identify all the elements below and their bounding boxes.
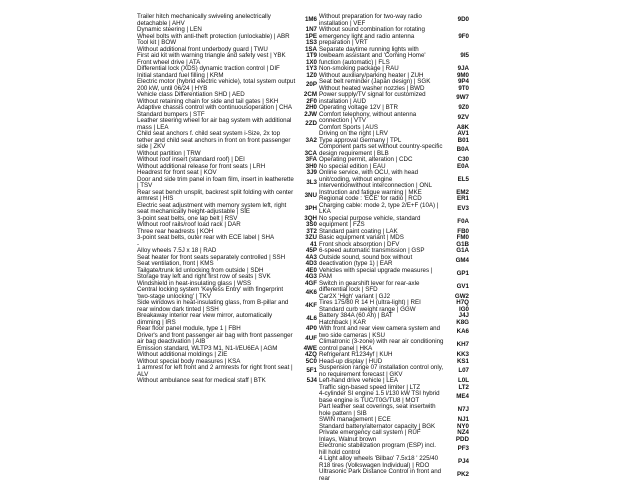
option-description: Regional code : 'ECE' for radio | RCD [319, 195, 422, 202]
option-description: Refrigerant R1234yf | KUH [319, 351, 393, 358]
option-code: 4WE [303, 344, 317, 352]
option-code: 3QH [304, 214, 317, 222]
option-code: F0A [457, 217, 469, 225]
right-option-row [319, 47, 469, 67]
option-code: 9P4 [457, 78, 469, 85]
option-description: 4 Light alloy wheels 'Bilbao' 7.5x18 ' 225/40 R18 tires (Volkswagen Individual) | RDO [319, 455, 439, 469]
right-option-row [319, 281, 469, 294]
option-code: L0L [457, 377, 469, 384]
right-option-row [319, 27, 469, 47]
option-code: 4KF [305, 302, 317, 310]
option-code: G1B [456, 240, 469, 248]
option-description: Emission standard, WLTP3 M1, N1-I/EU6EA | AGM [137, 344, 278, 352]
option-description: Vehicles with special upgrade measures | PAM [319, 266, 433, 280]
option-description: Central locking system 'Keyless Entry' with fingerprint 'two-stage unlocking' | TKV [137, 286, 284, 300]
left-options-column [137, 14, 317, 385]
option-description: Traffic sign-based speed limiter | LTZ [319, 383, 421, 391]
option-description: Outside sound, sound box without deactivation (type 1) | EAR [319, 253, 413, 267]
option-code: 3S0 [305, 221, 317, 228]
option-code: 3T2 [306, 227, 317, 235]
option-code: 3H0 [305, 162, 317, 170]
option-description: Without additional moldings | ZIE [137, 351, 228, 358]
option-code: G1A [456, 247, 469, 254]
option-code: 1Z0 [306, 71, 317, 79]
option-code: LT2 [458, 383, 469, 391]
option-description: Rear floor panel module, type 1 | FBH [137, 325, 241, 332]
option-code: EM2 [456, 188, 469, 196]
option-code: GM4 [455, 256, 469, 264]
right-option-row [319, 469, 469, 482]
option-code: ER1 [456, 195, 469, 202]
option-code: 4G3 [305, 273, 317, 280]
option-code: 3L3 [306, 178, 317, 186]
option-code: B0A [456, 146, 469, 154]
option-code: 4A3 [305, 253, 317, 261]
option-code: 1SA [304, 45, 317, 53]
option-description: 6-speed automatic transmission | GSP [319, 247, 425, 254]
option-code: L07 [458, 367, 469, 375]
option-description: 3-point seat belts, outer rear with ECE label | SHA [137, 234, 275, 241]
option-code: 2ZD [305, 120, 317, 128]
option-code: A8K [456, 123, 469, 131]
option-code: 4L6 [306, 315, 317, 323]
option-description: SWIN management | ECE [319, 416, 391, 423]
option-code: 4K6 [305, 289, 317, 297]
option-code: 9W7 [456, 94, 469, 102]
option-code: 5C0 [305, 357, 317, 365]
option-description: Switch in gearshift lever for rear-axle differential lock | SFD [319, 279, 420, 293]
option-code: 9F0 [458, 32, 469, 40]
option-description: Three rear headrests | KOH [137, 227, 214, 235]
left-option-row [137, 203, 317, 216]
option-description: Battery 384A (60 Ah) | BAT [319, 312, 393, 319]
right-option-row [319, 255, 469, 268]
option-code: ME4 [456, 393, 469, 401]
option-description: Driver's and front passenger air bag with front passenger air bag deactivation | AIB [137, 331, 293, 345]
option-description: Standard bumpers | STF [137, 110, 205, 118]
option-description: Initial standard fuel filling | KRM [137, 71, 224, 79]
option-description: Driving on the right | LRV [319, 130, 388, 137]
option-description: Side windows in heat-insulating glass, from B-pillar and rear window dark tinted | SSH [137, 299, 289, 313]
option-code: 4UF [305, 334, 317, 342]
option-description: Charging cable: mode 2, type 2/E+F (10A) | LKA [319, 201, 439, 215]
option-code: EV3 [457, 204, 469, 212]
option-code: 4ZQ [304, 351, 317, 358]
option-description: Differential lock (XDS) dynamic traction control | DIF [137, 65, 280, 72]
option-code: 45P [305, 247, 317, 254]
option-code: 1Y3 [305, 65, 317, 72]
option-description: Without preparation for two-way radio installation | VEF [319, 13, 422, 27]
option-description: Alloy wheels 7.5J x 18 | RAD [137, 247, 217, 254]
option-description: No special edition | EAU [319, 162, 386, 170]
option-code: KK3 [456, 351, 469, 358]
option-code: C30 [457, 156, 469, 163]
option-description: Non-smoking package | RAU [319, 65, 399, 72]
option-description: Without special body measures | KSA [137, 357, 241, 365]
option-code: H7Q [456, 299, 469, 306]
option-description: Without auxiliary/parking heater | ZUH [319, 71, 424, 79]
option-code: 3PH [304, 204, 317, 212]
option-code: GV1 [456, 282, 469, 290]
option-description: Without additional release for front seats | LRH [137, 162, 266, 170]
option-description: Power supply/TV signal for customized installation | AUD [319, 91, 426, 105]
left-option-row [137, 190, 317, 203]
option-code: KS1 [456, 357, 469, 365]
option-description: Without retaining chain for side and tail gates | SKH [137, 97, 279, 105]
option-description: Left-hand drive vehicle | LEA [319, 377, 398, 384]
option-description: 3-point seat belts, one lap belt | RSV [137, 214, 238, 222]
option-code: B01 [457, 136, 469, 144]
option-description: Hatchback | KAR [319, 318, 367, 326]
option-code: E0A [456, 162, 469, 170]
option-description: Without sound combination for rotating emergency light and radio antenna preparation | VRT [319, 26, 425, 46]
option-description: Component parts set without country-specific design requirement | BLB [319, 143, 443, 157]
option-description: Separate daytime running lights with lowbeam assistant and 'Coming Home' function (automatic) | FLS [319, 45, 426, 66]
option-description: Seat ventilation, front | KMS [137, 260, 214, 267]
option-description: Dynamic steering | LEN [137, 26, 202, 33]
option-description: Seat heater for front seats separately controlled | SSH [137, 253, 286, 261]
option-description: Inlays, Walnut brown [319, 435, 377, 443]
option-description: Comfort Sports | AUS [319, 123, 379, 131]
option-description: Without ambulance seat for medical staff | BTK [137, 377, 266, 384]
left-option-row [137, 378, 317, 385]
left-option-row [137, 333, 317, 346]
option-description: Standard paint coating | LAK [319, 227, 398, 235]
option-code: PJ4 [457, 458, 469, 466]
option-description: Electric motor (hybrid electric vehicle), total system output 200 kW, until 06/24 | HYB [137, 78, 296, 92]
left-option-row [137, 131, 317, 151]
option-code: 4D3 [305, 260, 317, 267]
option-code: FB0 [457, 227, 469, 235]
option-description: Car2X 'High' variant | GJ2 [319, 292, 391, 300]
left-option-row [137, 177, 317, 190]
option-description: Electric seat adjustment with memory system left, right seat mechanically height-adjustable | SIE [137, 201, 287, 215]
option-code: PF3 [457, 445, 469, 453]
option-code: 2JW [304, 110, 317, 118]
option-description: Vehicle class Differentiation SHD | AED [137, 91, 245, 98]
option-description: Without additional front underbody guard | TWU [137, 45, 268, 53]
right-option-row [319, 170, 469, 190]
option-description: Without roof insert (standard roof) | DEI [137, 156, 245, 163]
option-description: Standard curb weight range | GGW [319, 305, 416, 313]
option-description: Electronic stabilization program (ESP) incl. hill hold control [319, 442, 436, 456]
option-code: 3J9 [306, 169, 317, 176]
option-code: 2F0 [306, 97, 317, 105]
option-code: N7J [457, 406, 469, 414]
option-code: GP1 [456, 269, 469, 277]
option-description: Front wheel drive | ATA [137, 58, 201, 66]
option-code: AV1 [457, 130, 469, 137]
option-code: 1M6 [304, 16, 317, 24]
option-code: 2CM [303, 91, 317, 98]
option-description: Headrest for front seat | KOV [137, 169, 217, 176]
option-description: Part leather seat coverings, seat insertwith hole pattern | SIB [319, 403, 436, 417]
option-description: Ultrasonic Park Distance Control in front and rear [319, 468, 442, 482]
option-code: 1N7 [305, 26, 317, 33]
option-code: 3CA [304, 149, 317, 157]
option-code: NY0 [456, 422, 469, 430]
option-description: - [137, 240, 140, 248]
option-description: Adaptive chassis control with continuousoperation | CHA [137, 104, 293, 111]
right-option-row [319, 203, 469, 216]
option-description: Standard battery/alternator capacity | BGK [319, 422, 436, 430]
right-options-column [319, 14, 469, 482]
option-description: Door and side trim panel in foam film, insert in leatherette | TSV [137, 175, 294, 189]
option-code: 4GF [304, 279, 317, 287]
option-code: 9M0 [456, 71, 469, 79]
option-description: Suspension range 07 installation control only, no requirement forecast | GKV [319, 364, 444, 378]
option-description: Comfort telephony, without antenna connection | VTV [319, 110, 417, 124]
right-option-row [319, 268, 469, 281]
option-code: 3FA [305, 156, 317, 163]
option-code: 1T9 [306, 52, 317, 59]
option-code: KA6 [456, 328, 469, 336]
option-code: 9JA [457, 65, 469, 72]
option-code: K8G [456, 318, 469, 326]
option-code: FM0 [456, 234, 469, 241]
option-code: KH7 [456, 341, 469, 349]
option-description: Seat belt reminder (Japan design) | SGK [319, 78, 431, 85]
option-code: 9ZV [457, 113, 469, 121]
option-code: 20P [305, 81, 317, 89]
option-code: 9T0 [458, 84, 469, 92]
option-code: EL5 [457, 175, 469, 183]
option-description: Storage tray left and right first row of seats | SVK [137, 273, 271, 280]
option-description: With front and rear view camera system and two side cameras | KSU [319, 325, 441, 339]
option-description: Tool kit | BOW [137, 39, 177, 46]
option-code: NJ1 [457, 416, 469, 423]
option-description: Rear seat bench unsplit, backrest split folding with center armrest | HIS [137, 188, 294, 202]
option-description: Climatronic (3-zone) with rear air conditioning control panel | HKA [319, 338, 444, 352]
option-code: 9Z0 [458, 104, 469, 111]
option-description: Child seat anchors f. child seat system i-Size, 2x top tether and child seat anchors in front on front passenger side | ZKV [137, 130, 291, 150]
option-code: PK2 [456, 471, 469, 479]
option-description: Private emergency call system | RUF [319, 429, 421, 436]
option-code: 3ZU [305, 234, 317, 241]
option-code: 1PE [305, 32, 317, 40]
option-description: Tailgate/trunk lid unlocking from outside | SDH [137, 266, 264, 274]
option-description: Front shock absorption | DFV [319, 240, 400, 248]
option-code: 5J4 [306, 377, 317, 384]
option-description: Instruction and fatigue warning | MKE [319, 188, 422, 196]
option-description: Wheel bolts with anti-theft protection (unlockable) | ABR [137, 32, 290, 40]
option-code: 4P0 [305, 325, 317, 332]
option-code: J4J [458, 312, 469, 319]
option-code: 1X0 [305, 58, 317, 66]
option-description: Breakaway interior rear view mirror, automatically dimming | IRS [137, 312, 273, 326]
option-code: 2H0 [305, 104, 317, 111]
option-description: First aid kit with warning triangle and safety vest | YBK [137, 52, 286, 59]
option-description: Basic equipment variant | MDS [319, 234, 404, 241]
option-code: GW2 [454, 292, 469, 300]
option-code: 3A2 [305, 136, 317, 144]
option-description: 4-cylinder SI engine 1.5 l/130 kW TSI hybrid base engine is TUC/T0G/TU8 | MOT [319, 390, 440, 404]
option-description: Head-up display | HUD [319, 357, 383, 365]
option-description: Operating voltage 12V | BTR [319, 104, 398, 111]
option-code: PDD [455, 435, 469, 443]
option-description: Online service, with OCU, with head unit/coding, without engine interventionwithout interconnection | ONL [319, 169, 433, 189]
option-description: 1 armrest for left front and 2 armrests for right front seat | ALV [137, 364, 293, 378]
option-code: IG0 [459, 305, 469, 313]
option-code: 1S3 [305, 39, 317, 46]
option-code: 9D0 [457, 16, 469, 24]
option-description: Leather steering wheel for air bag system with additional mass | LEA [137, 117, 292, 131]
option-description: Windshield in heat-insulating glass | WSS [137, 279, 252, 287]
option-code: 9I5 [460, 52, 469, 59]
option-code: 41 [310, 240, 317, 248]
option-code: 5F1 [306, 367, 317, 375]
option-description: Type approval Germany | TPL [319, 136, 402, 144]
option-description: Trailer hitch mechanically swiveling anelectrically detachable | AHV [137, 13, 271, 27]
right-option-row [319, 216, 469, 229]
option-description: Without roof rails/roof load rack | DAR [137, 221, 241, 228]
option-description: Tires 175/80 R 14 H (ultra-light) | REI [319, 299, 421, 306]
option-description: Without heated washer nozzles | BWD [319, 84, 425, 92]
option-code: 3NU [304, 191, 317, 199]
option-code: NZ4 [457, 429, 469, 436]
right-option-row [319, 112, 469, 125]
option-code: 4E0 [305, 266, 317, 274]
option-description: No special purpose vehicle, standard equipment | FZS [319, 214, 421, 228]
option-description: Operating permit, alteration | CDC [319, 156, 413, 163]
option-description: Without partition | TRW [137, 149, 201, 157]
